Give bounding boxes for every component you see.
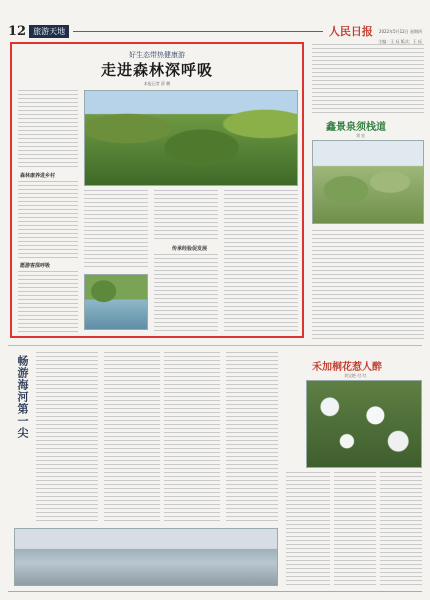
left-feature-text-2 — [104, 352, 160, 522]
flower-story-title: 禾加桐花惹人醉 — [312, 362, 382, 373]
forest-photo — [84, 90, 298, 186]
lead-text-col1a — [18, 90, 78, 170]
flower-story-text-2 — [334, 472, 376, 586]
header-date: 2022年5月12日 星期四 — [378, 28, 422, 34]
tung-flower-photo — [306, 380, 422, 468]
lead-text-col1c — [18, 271, 78, 333]
lead-text-col2 — [84, 190, 148, 270]
lake-panorama-photo — [14, 528, 278, 586]
right-column-text-top — [312, 44, 424, 114]
lead-story-highlight — [10, 42, 304, 338]
flower-story-text-1 — [286, 472, 330, 586]
lead-byline: 本报记者 薛 鹏 — [143, 81, 171, 86]
cliff-walkway-photo — [312, 140, 424, 224]
header-rule — [73, 31, 323, 32]
lead-text-col1b — [18, 181, 78, 259]
waterside-photo — [84, 274, 148, 330]
left-feature-text-3 — [164, 352, 220, 522]
newspaper-logo: 人民日报 — [328, 25, 373, 38]
lead-text-col4 — [224, 190, 298, 332]
lead-title: 走进森林深呼吸 — [100, 61, 213, 79]
lead-subhead-1: 森林康养进乡村 — [20, 173, 56, 179]
left-feature-text-1 — [36, 352, 98, 522]
section-label: 旅游天地 — [29, 25, 69, 38]
right-column-text-bottom — [312, 230, 424, 340]
flower-story-byline: 刘宝艳 付 红 — [344, 373, 367, 378]
page-number: 12 — [8, 23, 27, 39]
page-footer — [8, 591, 422, 598]
flower-story-text-3 — [380, 472, 422, 586]
right-column-byline: 刘 宏 — [356, 133, 366, 138]
right-column-title: 鑫景泉须栈道 — [326, 122, 386, 133]
section-divider — [8, 345, 422, 346]
lead-kicker: 好生态带热健康游 — [129, 51, 185, 59]
lead-text-col3b — [154, 254, 218, 332]
left-feature-text-4 — [226, 352, 278, 522]
lead-subhead-2: 愿游客深呼吸 — [20, 263, 51, 269]
lead-text-col3a — [154, 190, 218, 242]
header-editor-line: 主编：王 珏 版式：王 珏 — [378, 39, 422, 44]
left-feature-title: 畅游海河第一尖 — [16, 355, 29, 439]
page-header — [8, 24, 422, 38]
lead-subhead-3: 传承经验促发展 — [172, 246, 208, 252]
